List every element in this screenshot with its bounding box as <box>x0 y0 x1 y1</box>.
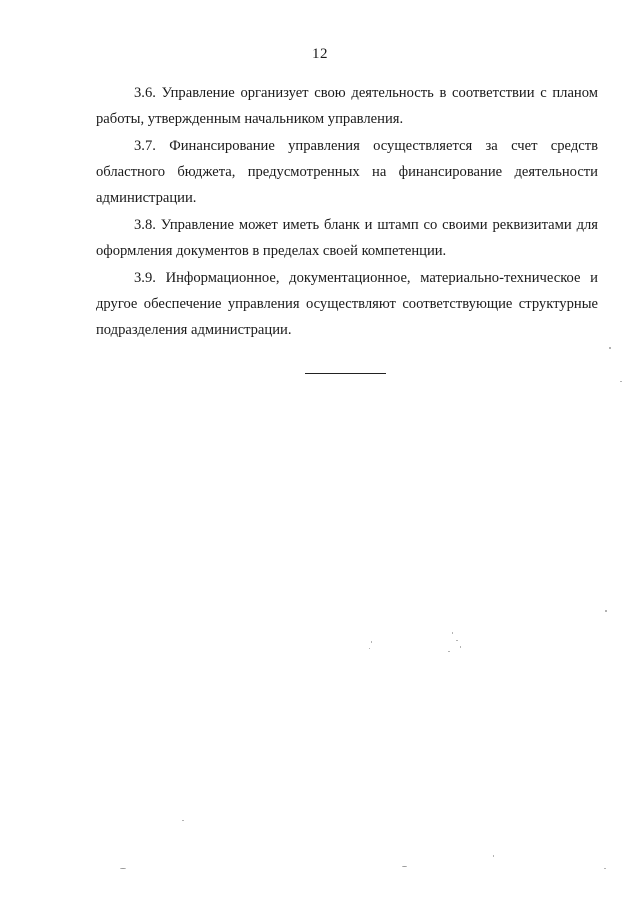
document-body <box>96 80 598 343</box>
scan-speck <box>605 610 607 612</box>
scan-speck <box>493 855 494 857</box>
scan-speck <box>448 651 450 652</box>
scan-speck <box>120 868 126 869</box>
paragraph-3-8: 3.8. Управление может иметь бланк и штамп со своими реквизитами для оформления документов в пределах своей компетенции. <box>96 217 598 259</box>
scan-speck <box>369 648 370 649</box>
scan-speck <box>620 381 622 382</box>
scan-speck <box>604 868 606 869</box>
scan-speck <box>452 632 453 634</box>
page-number: 12 <box>312 46 328 62</box>
end-of-text-rule <box>305 373 386 374</box>
scan-speck <box>456 640 458 641</box>
scan-speck <box>402 866 407 867</box>
scan-speck <box>609 347 611 349</box>
paragraph-3-7: 3.7. Финансирование управления осуществляется за счет средств областного бюджета, предусмотренных на финансирование деятельности администрации. <box>96 138 598 206</box>
paragraph-3-9: 3.9. Информационное, документационное, материально-техническое и другое обеспечение управления осуществляют соответствующие структурные подразделения администрации. <box>96 270 598 338</box>
scan-speck <box>460 646 461 648</box>
paragraph-3-6: 3.6. Управление организует свою деятельность в соответствии с планом работы, утвержденным начальником управления. <box>96 85 598 127</box>
scan-speck <box>371 641 372 643</box>
scan-speck <box>182 820 184 821</box>
